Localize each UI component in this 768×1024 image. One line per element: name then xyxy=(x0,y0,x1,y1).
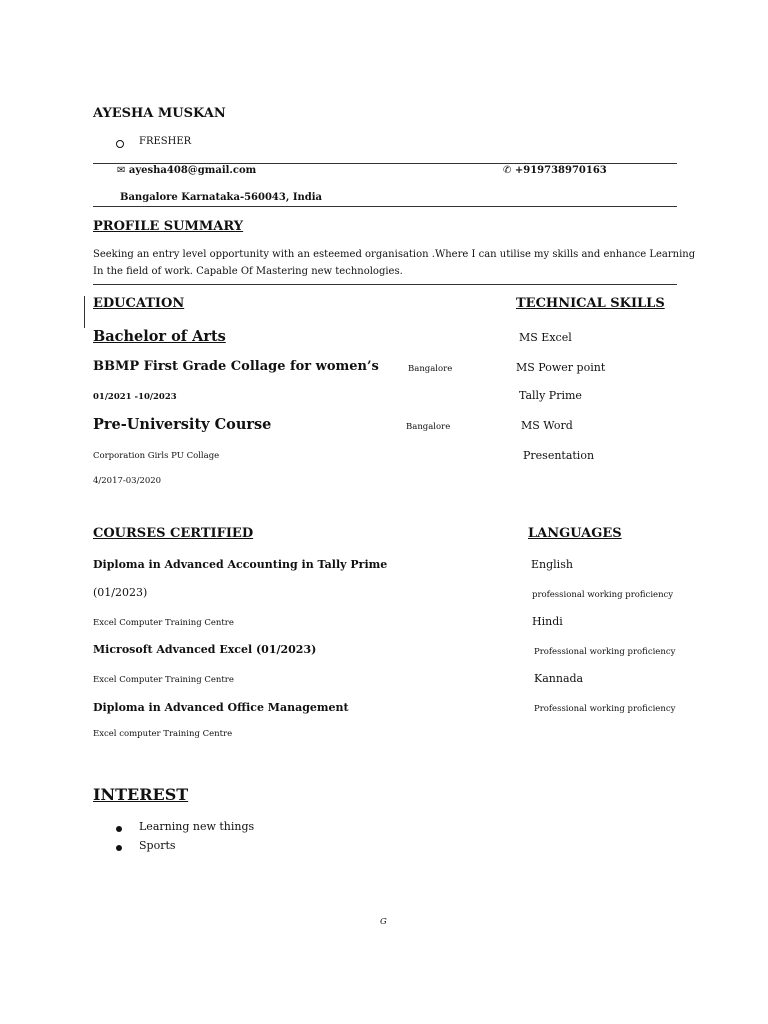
education-degree-2: Pre-University Course xyxy=(93,416,272,433)
education-location-1: Bangalore xyxy=(408,364,453,374)
page-mark: G xyxy=(380,917,387,927)
status-bullet-icon xyxy=(116,140,124,148)
profile-divider xyxy=(93,284,677,285)
education-dates-2: 4/2017-03/2020 xyxy=(93,476,162,486)
language-level: professional working proficiency xyxy=(532,590,674,600)
phone-icon: ✆ xyxy=(503,165,512,176)
course-3-org: Excel computer Training Centre xyxy=(93,729,233,739)
education-dates-1: 01/2021 -10/2023 xyxy=(93,392,177,402)
bullet-icon xyxy=(116,826,122,832)
course-3-title: Diploma in Advanced Office Management xyxy=(93,701,349,714)
language-name: Kannada xyxy=(534,672,584,685)
phone-row xyxy=(503,165,607,176)
language-name: Hindi xyxy=(532,615,563,628)
language-level: Professional working proficiency xyxy=(534,704,676,714)
course-1-title: Diploma in Advanced Accounting in Tally Prime xyxy=(93,558,388,571)
languages-heading: LANGUAGES xyxy=(528,526,622,541)
header-divider-bottom xyxy=(93,206,677,207)
interest-item: Sports xyxy=(139,839,176,852)
margin-bar xyxy=(84,296,85,328)
email-address[interactable]: ayesha408@gmail.com xyxy=(128,165,257,176)
course-2-title: Microsoft Advanced Excel (01/2023) xyxy=(93,643,317,656)
education-heading: EDUCATION xyxy=(93,296,185,311)
envelope-icon: ✉ xyxy=(117,165,126,176)
profile-summary-heading: PROFILE SUMMARY xyxy=(93,219,244,234)
candidate-name: AYESHA MUSKAN xyxy=(93,106,226,121)
candidate-status: FRESHER xyxy=(139,136,192,147)
phone-number[interactable]: +919738970163 xyxy=(514,165,607,176)
profile-summary-line-1: Seeking an entry level opportunity with an esteemed organisation .Where I can utilise my skills and enhance Learning xyxy=(93,249,696,260)
courses-heading: COURSES CERTIFIED xyxy=(93,526,254,541)
skill-item: MS Word xyxy=(521,419,573,432)
education-degree-1: Bachelor of Arts xyxy=(93,328,226,345)
language-name: English xyxy=(531,558,573,571)
interest-heading: INTEREST xyxy=(93,785,189,804)
language-level: Professional working proficiency xyxy=(534,647,676,657)
course-1-org: Excel Computer Training Centre xyxy=(93,618,234,628)
profile-summary-line-2: In the field of work. Capable Of Mastering new technologies. xyxy=(93,266,403,277)
header-divider-top xyxy=(93,163,677,164)
skill-item: Tally Prime xyxy=(519,389,582,402)
course-2-org: Excel Computer Training Centre xyxy=(93,675,234,685)
course-1-date: (01/2023) xyxy=(93,586,148,599)
skill-item: MS Power point xyxy=(516,361,606,374)
education-location-2: Bangalore xyxy=(406,422,451,432)
education-college-2: Corporation Girls PU Collage xyxy=(93,451,220,461)
address: Bangalore Karnataka-560043, India xyxy=(120,192,323,203)
interest-item: Learning new things xyxy=(139,820,255,833)
education-college-1: BBMP First Grade Collage for women’s xyxy=(93,359,379,374)
skill-item: MS Excel xyxy=(519,331,572,344)
skill-item: Presentation xyxy=(523,449,595,462)
technical-skills-heading: TECHNICAL SKILLS xyxy=(516,296,665,311)
bullet-icon xyxy=(116,845,122,851)
email-row xyxy=(117,165,256,176)
